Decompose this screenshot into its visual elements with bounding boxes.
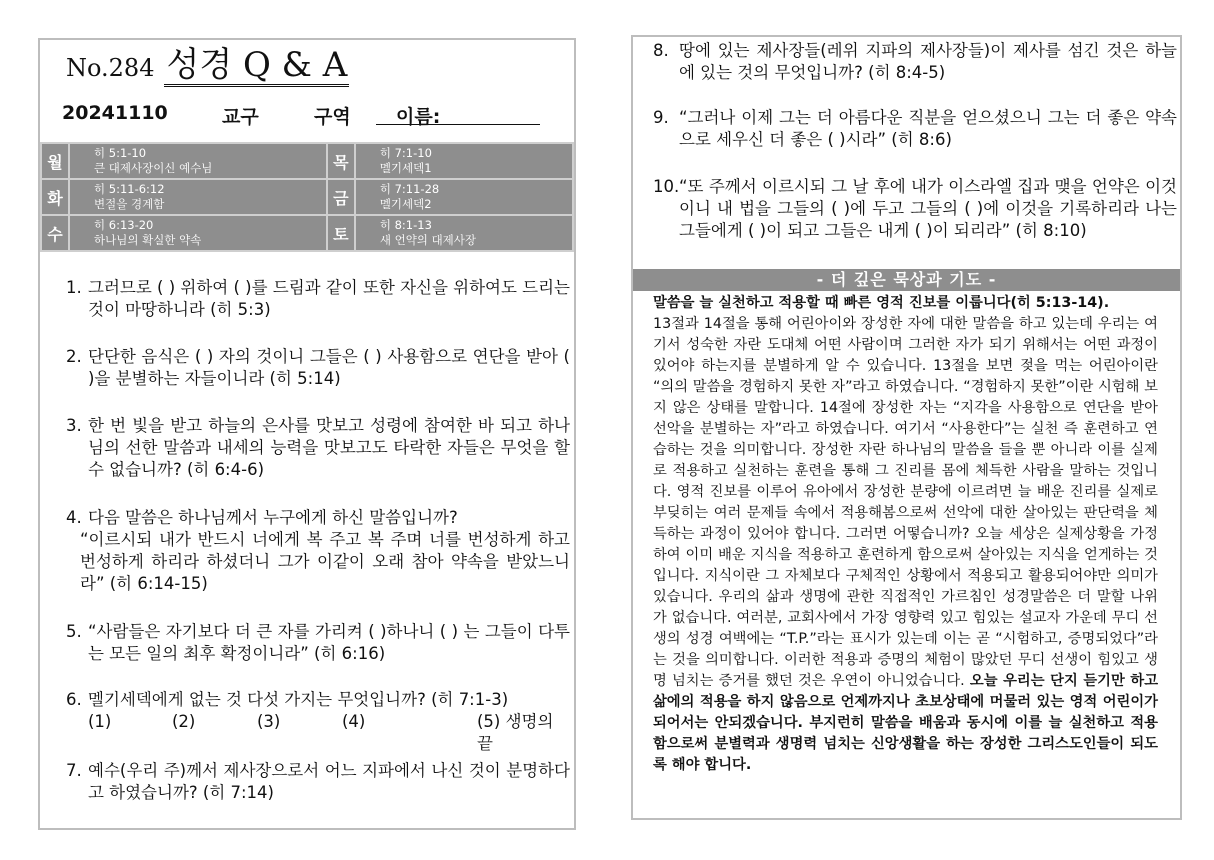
schedule-ref: 히 7:1-10 [379,146,432,160]
schedule-day: 토 [327,215,355,251]
question-text: “그러나 이제 그는 더 아름다운 직분을 얻으셨으니 그는 더 좋은 약속으로 세우신 더 좋은 ( )시라” (히 8:6) [679,108,1177,149]
question-quote: “이르시되 내가 반드시 너에게 복 주고 복 주며 너를 번성하게 하고 번성하게 하리라 하셨더니 그가 이같이 오래 참아 약속을 받았느니라” (히 6:14-15) [80,530,570,593]
question-number: 5. [66,622,82,641]
question-text: 다음 말씀은 하나님께서 누구에게 하신 말씀입니까? [88,508,458,527]
question-text: “사람들은 자기보다 더 큰 자를 가리켜 ( )하나니 ( ) 는 그들이 다투는 모든 일의 최후 확정이니라” (히 6:16) [88,622,570,663]
question-2 [66,346,570,390]
question-3 [66,415,570,481]
date: 20241110 [62,102,168,124]
schedule-topic: 멜기세덱2 [379,197,432,211]
issue-number: No.284 [66,54,155,82]
question-text: 땅에 있는 제사장들(레위 지파의 제사장들)이 제사를 섬긴 것은 하늘에 있는 것의 무엇입니까? (히 8:4-5) [679,41,1177,82]
question-number: 4. [66,508,82,527]
question-8 [653,40,1177,84]
schedule-row [41,215,573,251]
schedule-topic: 멜기세덱1 [379,161,432,175]
question-number: 6. [66,690,82,709]
question-1 [66,277,570,321]
question-6 [66,689,570,753]
question-text: “또 주께서 이르시되 그 날 후에 내가 이스라엘 집과 맺을 언약은 이것이니 내 법을 그들의 ( )에 두고 그들의 ( )에 이것을 기록하리라 나는 그들에게 ( )이 되고 그들은 내게 ( )이 되리라” (히 8:10) [679,177,1177,240]
question-number: 8. [653,41,669,60]
answer-option: (4) [342,712,366,731]
meditation-heading: - 더 깊은 묵상과 기도 - [633,269,1180,291]
meditation-body: 13절과 14절을 통해 어린아이와 장성한 자에 대한 말씀을 하고 있는데 우리는 여기서 성숙한 자란 도대체 어떤 사람이며 그러한 자가 되기 위해서는 어떤 과정이 있어야 하는지를 분별하게 알 수 있습니다. 13절을 보면 젖을 먹는 어린아이란 “의의 말씀을 경험하지 못한 자”라고 하였습니다. “경험하지 못한”이란 시험해 보지 않은 상태를 말합니다. 14절에 장성한 자는 “지각을 사용함으로 연단을 받아 선악을 분별하는 자”라고 하였습니다. 여기서 “사용한다”는 실천 즉 훈련하고 연습하는 것을 의미합니다. 장성한 자란 하나님의 말씀을 들을 뿐 아니라 이를 실제로 적용하고 실천하는 훈련을 통해 그 진리를 몸에 체득한 사람을 말하는 것입니다. 영적 진보를 이루어 유아에서 장성한 분량에 이르려면 늘 배운 진리를 실제로 부딪히는 여러 문제들 속에서 적용해봄으로써 선악에 대한 살아있는 판단력을 체득하는 과정이 있어야 합니다. 그러면 어떻습니까? 오늘 세상은 실제상황을 가정하여 이미 배운 지식을 적용하고 훈련하게 함으로써 살아있는 지식을 얻게하는 것입니다. 지식이란 그 자체보다 구체적인 상황에서 적용되고 활용되어야만 의미가 있습니다. 우리의 삶과 생명에 관한 직접적인 가르침인 성경말씀은 더 말할 나위가 없습니다. 여러분, 교회사에서 가장 영향력 있고 힘있는 설교자 가운데 무디 선생의 성경 여백에는 “T.P.”라는 표시가 있는데 이는 곧 “시험하고, 증명되었다”라는 것을 의미합니다. 이러한 적용과 증명의 체험이 많았던 무디 선생이 힘있고 생명 넘치는 증거를 했던 것은 우연이 아니었습니다. [653,316,1158,689]
reading-schedule [40,142,574,252]
schedule-ref: 히 5:11-6:12 [94,182,165,196]
schedule-topic: 큰 대제사장이신 예수님 [94,161,213,175]
schedule-day: 금 [327,179,355,215]
answer-option: (1) [88,712,112,731]
meditation-lead: 말씀을 늘 실천하고 적용할 때 빠른 영적 진보를 이룹니다(히 5:13-14). [653,295,1110,311]
question-number: 3. [66,416,82,435]
question-5 [66,621,570,665]
meditation-closing: 오늘 우리는 단지 듣기만 하고 삶에의 적용을 하지 않음으로 언제까지나 초보상태에 머물러 있는 영적 어린이가 되어서는 안되겠습니다. 부지런히 말씀을 배움과 동시에 이를 늘 실천하고 적용함으로써 분별력과 생명력 넘치는 신앙생활을 하는 장성한 그리스도인들이 되도록 해야 합니다. [653,673,1159,773]
schedule-ref: 히 6:13-20 [94,218,154,232]
schedule-ref: 히 8:1-13 [379,218,432,232]
schedule-day: 목 [327,143,355,179]
schedule-day: 화 [41,179,69,215]
right-page [631,35,1182,820]
question-4 [66,507,570,595]
schedule-ref: 히 5:1-10 [94,146,147,160]
question-text: 한 번 빛을 받고 하늘의 은사를 맛보고 성령에 참여한 바 되고 하나님의 선한 말씀과 내세의 능력을 맛보고도 타락한 자들은 무엇을 할 수 없습니까? (히 6:4-6) [88,416,570,479]
name-label: 이름: [396,106,441,128]
district-label: 교구 [222,106,259,128]
schedule-ref: 히 7:11-28 [379,182,440,196]
schedule-reading [69,215,327,251]
schedule-topic: 새 언약의 대제사장 [379,233,477,247]
answer-option: (5) 생명의 끝 [477,712,554,753]
left-page [38,38,576,830]
question-10 [653,176,1177,242]
schedule-topic: 변절을 경계함 [94,197,165,211]
question-text: 그러므로 ( ) 위하여 ( )를 드림과 같이 또한 자신을 위하여도 드리는 것이 마땅하니라 (히 5:3) [88,278,570,319]
meditation-text [653,293,1158,776]
answer-option: (3) [257,712,281,731]
schedule-reading [355,215,573,251]
schedule-reading [355,143,573,179]
schedule-reading [355,179,573,215]
title-row [66,46,349,87]
section-label: 구역 [314,106,351,128]
schedule-reading [69,179,327,215]
schedule-topic: 하나님의 확실한 약속 [94,233,202,247]
question-7 [66,760,570,804]
answer-option: (2) [172,712,196,731]
schedule-day: 월 [41,143,69,179]
schedule-reading [69,143,327,179]
question-number: 1. [66,278,82,297]
page-title: 성경 Q & A [166,45,348,85]
answer-options [88,711,570,753]
schedule-row [41,179,573,215]
schedule-row [41,143,573,179]
question-9 [653,107,1177,151]
question-number: 2. [66,347,82,366]
name-field[interactable] [376,124,540,125]
question-number: 10. [653,177,680,196]
question-text: 단단한 음식은 ( ) 자의 것이니 그들은 ( ) 사용함으로 연단을 받아 ( )을 분별하는 자들이니라 (히 5:14) [88,347,570,388]
schedule-day: 수 [41,215,69,251]
question-text: 예수(우리 주)께서 제사장으로서 어느 지파에서 나신 것이 분명하다고 하였습니까? (히 7:14) [88,761,570,802]
question-number: 9. [653,108,669,127]
question-text: 멜기세덱에게 없는 것 다섯 가지는 무엇입니까? (히 7:1-3) [88,690,509,709]
question-number: 7. [66,761,82,780]
